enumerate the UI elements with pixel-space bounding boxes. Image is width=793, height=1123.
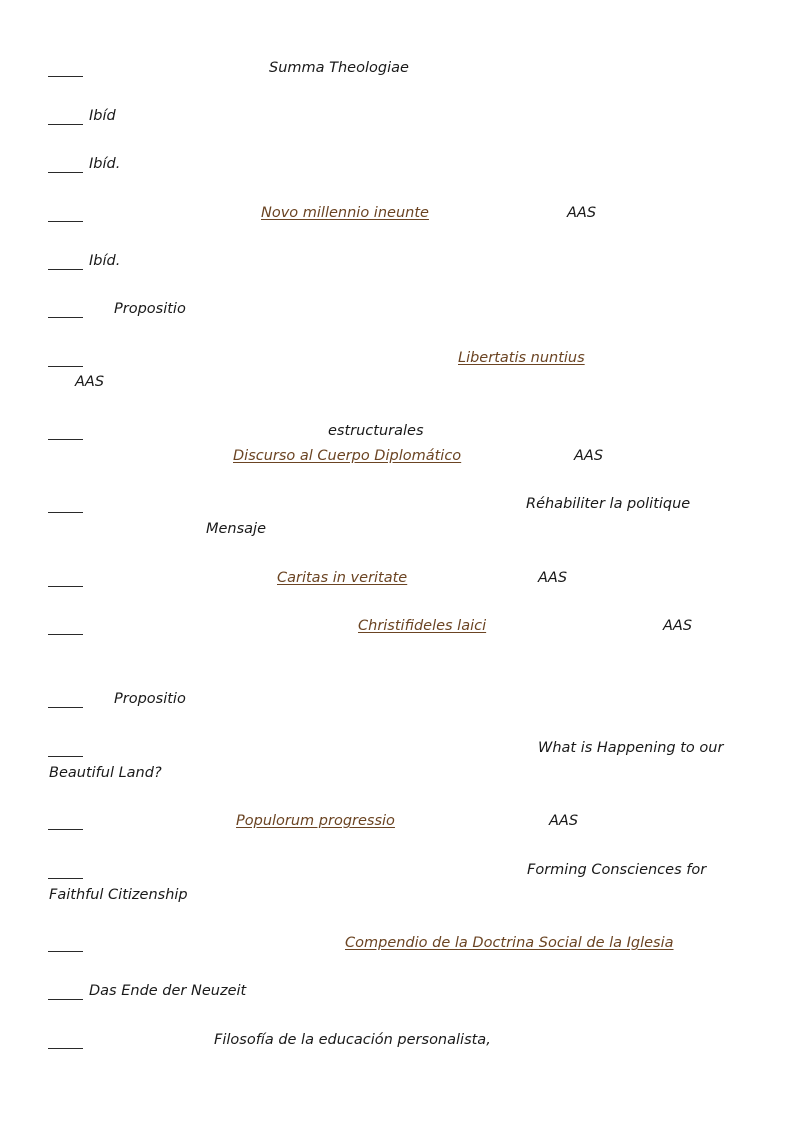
footnote-4 (48, 203, 748, 253)
footnote-rule (48, 1048, 83, 1049)
footnote-rule (48, 586, 83, 587)
citation-text: estructurales (328, 423, 424, 439)
citation-aas: AAS (663, 618, 693, 634)
footnote-15 (48, 860, 748, 910)
footnote-1 (48, 58, 748, 108)
citation-title-cont: Beautiful Land? (49, 765, 162, 781)
footnote-5 (48, 251, 748, 301)
citation-text: Mensaje (206, 521, 267, 537)
footnote-rule (48, 878, 83, 879)
footnote-rule (48, 756, 83, 757)
citation-link[interactable]: Compendio de la Doctrina Social de la Iglesia (345, 935, 674, 951)
footnote-14 (48, 811, 748, 861)
citation-link[interactable]: Caritas in veritate (277, 570, 408, 586)
citation-propositio: Propositio (114, 691, 186, 707)
footnote-6 (48, 299, 748, 349)
citation-ibid: Ibíd. (89, 156, 121, 172)
footnote-rule (48, 269, 83, 270)
citation-link[interactable]: Christifideles laici (358, 618, 487, 634)
citation-title: Forming Consciences for (527, 862, 707, 878)
footnote-rule (48, 172, 83, 173)
footnote-8 (48, 421, 748, 471)
citation-aas: AAS (549, 813, 579, 829)
footnote-rule (48, 439, 83, 440)
footnote-rule (48, 366, 83, 367)
footnote-2 (48, 106, 748, 156)
footnote-rule (48, 512, 83, 513)
citation-aas: AAS (75, 374, 105, 390)
footnote-10 (48, 568, 748, 618)
citation-title-cont: Faithful Citizenship (49, 887, 188, 903)
citation-ibid: Ibíd (89, 108, 116, 124)
footnote-rule (48, 317, 83, 318)
citation-title: Réhabiliter la politique (526, 496, 691, 512)
footnote-rule (48, 76, 83, 77)
footnote-11 (48, 616, 748, 666)
citation-link[interactable]: Novo millennio ineunte (261, 205, 429, 221)
citation-propositio: Propositio (114, 301, 186, 317)
footnote-rule (48, 999, 83, 1000)
footnote-9 (48, 494, 748, 544)
footnote-rule (48, 221, 83, 222)
citation-link[interactable]: Discurso al Cuerpo Diplomático (233, 448, 462, 464)
footnote-rule (48, 634, 83, 635)
citation-aas: AAS (567, 205, 597, 221)
citation-aas: AAS (538, 570, 568, 586)
citation-title: What is Happening to our (538, 740, 724, 756)
footnote-7 (48, 348, 748, 398)
footnote-3 (48, 154, 748, 204)
citation-link[interactable]: Populorum progressio (236, 813, 395, 829)
footnote-13 (48, 738, 748, 788)
footnote-rule (48, 707, 83, 708)
footnote-12 (48, 689, 748, 739)
citation-ibid: Ibíd. (89, 253, 121, 269)
citation-link[interactable]: Libertatis nuntius (458, 350, 585, 366)
footnote-rule (48, 829, 83, 830)
citation-aas: AAS (574, 448, 604, 464)
citation-title: Das Ende der Neuzeit (89, 983, 247, 999)
footnote-16 (48, 933, 748, 983)
footnote-18 (48, 1030, 748, 1080)
citation-title: Filosofía de la educación personalista, (214, 1032, 491, 1048)
footnote-rule (48, 951, 83, 952)
footnote-17 (48, 981, 748, 1031)
footnote-rule (48, 124, 83, 125)
citation-title: Summa Theologiae (269, 60, 409, 76)
